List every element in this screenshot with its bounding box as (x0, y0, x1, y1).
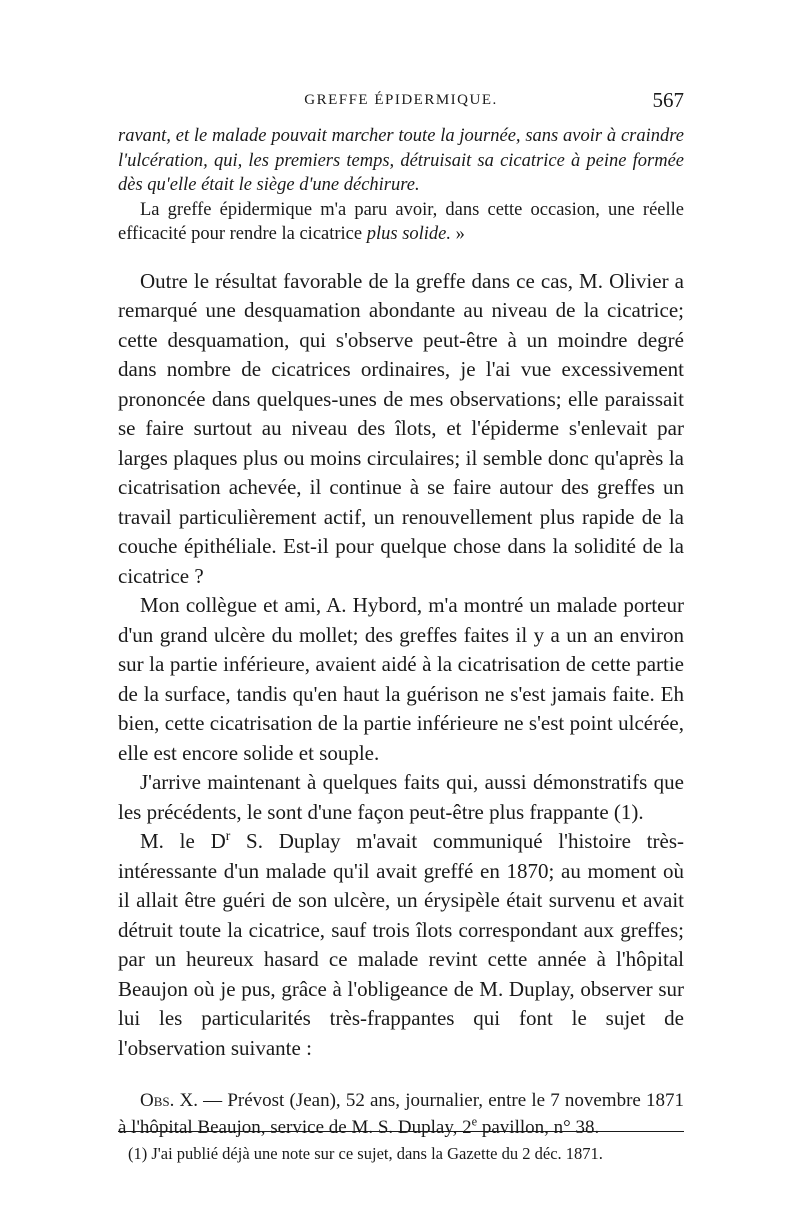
paragraph-demonstrative-facts: J'arrive maintenant à quelques faits qui, aussi démonstratifs que les précédents, le sont d'une façon peut-être plus frappante (1). (118, 770, 684, 824)
p4-superscript: r (225, 828, 231, 843)
footnote: (1) J'ai publié déjà une note sur ce sujet, dans la Gazette du 2 déc. 1871. (128, 1144, 603, 1163)
page-body (118, 124, 684, 1141)
main-text (118, 267, 684, 1064)
page-header (118, 88, 684, 114)
p4-text-a: M. le D (140, 829, 226, 853)
paragraph-duplay (118, 827, 684, 1063)
paragraph-hybord: Mon collègue et ami, A. Hybord, m'a montré un malade porteur d'un grand ulcère du mollet; des greffes faites il y a un an environ sur la partie inférieure, avaient aidé à la cicatrisation de cette partie de la surface, tandis qu'en haut la guérison ne s'est jamais faite. Eh bien, cette cicatrisation de la partie inférieure ne s'est point ulcérée, elle est encore solide et souple. (118, 593, 684, 765)
paragraph-desquamation: Outre le résultat favorable de la greffe dans ce cas, M. Olivier a remarqué une desquamation abondante au niveau de la cicatrice; cette desquamation, qui s'observe peut-être à un moindre degré dans nombre de cicatrices ordinaires, je l'ai vue excessivement prononcée dans quelques-unes de mes observations; elle paraissait se faire surtout au niveau des îlots, et l'épiderme s'enlevait par larges plaques plus ou moins circulaires; il semble donc qu'après la cicatrisation achevée, il continue à se faire autour des greffes un travail particulièrement actif, un renouvellement plus rapide de la couche épithéliale. Est-il pour quelque chose dans la solidité de la cicatrice ? (118, 268, 684, 588)
quote-closing-paragraph (118, 198, 684, 247)
observation-entry (118, 1087, 684, 1141)
quote-italic-text: ravant, et le malade pouvait marcher toute la journée, sans avoir à craindre l'ulcération, qui, les premiers temps, détruisait sa cicatrice à peine formée dès qu'elle était le siège d'une déchirure. (118, 126, 684, 195)
quoted-passage (118, 124, 684, 247)
observation-superscript: e (471, 1114, 478, 1129)
running-head: GREFFE ÉPIDERMIQUE. (304, 92, 498, 108)
page-number: 567 (652, 88, 684, 112)
quote-italic-paragraph (118, 124, 684, 198)
observation-label: Obs. X. (140, 1090, 199, 1111)
footnote-divider (118, 1131, 684, 1132)
observation-text-b: pavillon, n° 38. (477, 1117, 600, 1138)
p4-text-b: S. Duplay m'avait communiqué l'histoire très-intéressante d'un malade qu'il avait greffé en 1870; au moment où il allait être guéri de son ulcère, un érysipèle était survenu et avait détruit toute la cicatrice, sauf trois îlots correspondant aux greffes; par un heureux hasard ce malade revint cette année à l'hôpital Beaujon où je pus, grâce à l'obligeance de M. Duplay, observer sur lui les particularités très-frappantes qui font le sujet de l'observation suivante : (118, 829, 684, 1060)
quote-para2-italic: plus solide. (366, 224, 452, 244)
quote-para2-end: » (451, 224, 465, 244)
quote-para2-text: La greffe épidermique m'a paru avoir, dans cette occasion, une réelle efficacité pour rendre la cicatrice (118, 199, 684, 244)
observation-text-a: — Prévost (Jean), 52 ans, journalier, entre le 7 novembre 1871 à l'hôpital Beaujon, service de M. S. Duplay, 2 (118, 1090, 685, 1138)
